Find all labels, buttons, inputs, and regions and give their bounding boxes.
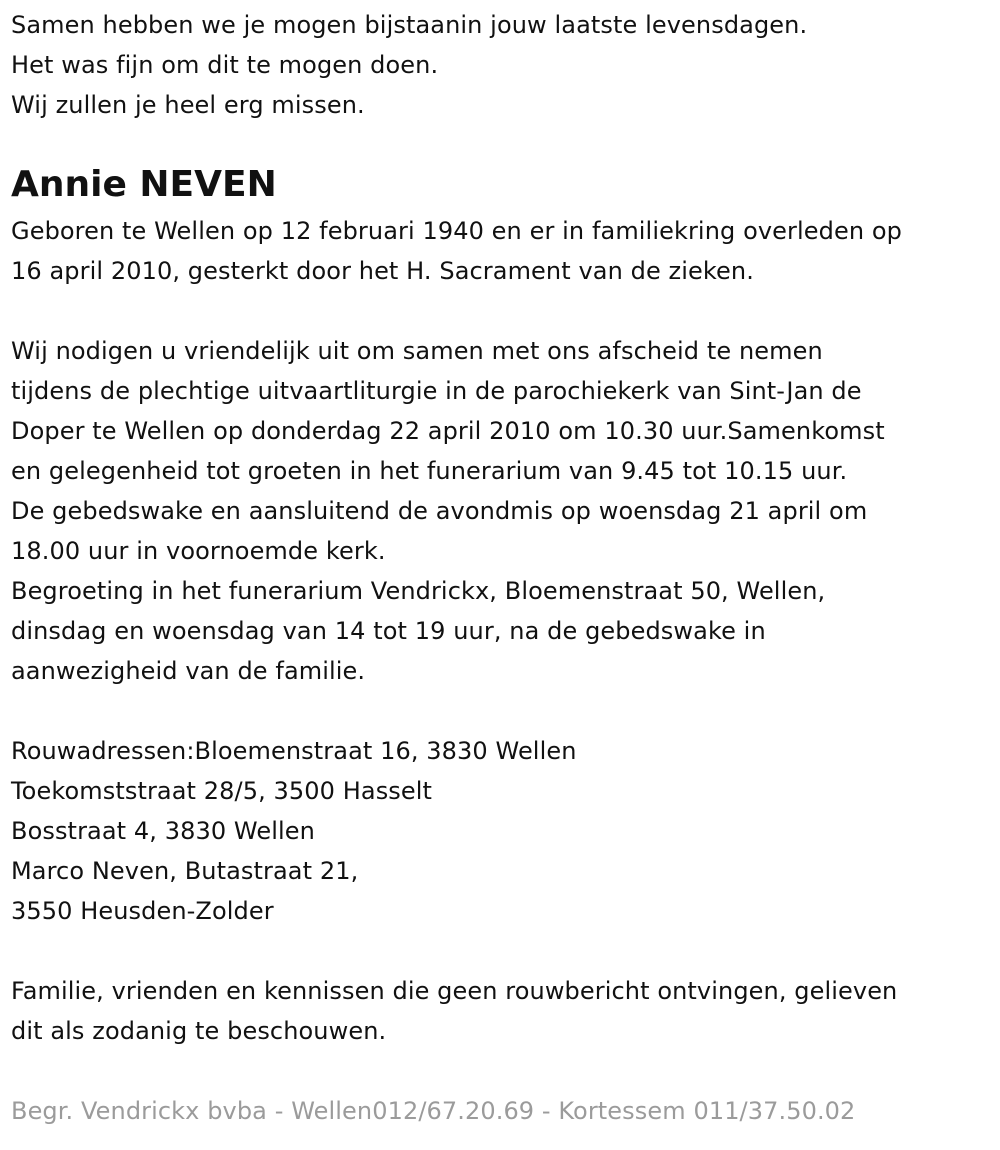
intro-paragraph [11, 5, 996, 125]
addresses-paragraph [11, 731, 996, 931]
ceremony-line: De gebedswake en aansluitend de avondmis op woensdag 21 april om [11, 497, 868, 525]
birth-line: 16 april 2010, gesterkt door het H. Sacrament van de zieken. [11, 257, 754, 285]
ceremony-line: tijdens de plechtige uitvaartliturgie in de parochiekerk van Sint-Jan de [11, 377, 862, 405]
address-line: Toekomststraat 28/5, 3500 Hasselt [11, 777, 433, 805]
ceremony-line: Doper te Wellen op donderdag 22 april 2010 om 10.30 uur.Samenkomst [11, 417, 885, 445]
ceremony-line: en gelegenheid tot groeten in het funerarium van 9.45 tot 10.15 uur. [11, 457, 848, 485]
ceremony-line: aanwezigheid van de familie. [11, 657, 366, 685]
obituary-notice [11, 5, 996, 1131]
closing-line: dit als zodanig te beschouwen. [11, 1017, 387, 1045]
birth-death-paragraph [11, 211, 996, 291]
ceremony-line: Wij nodigen u vriendelijk uit om samen met ons afscheid te nemen [11, 337, 823, 365]
closing-line: Familie, vrienden en kennissen die geen rouwbericht ontvingen, gelieven [11, 977, 898, 1005]
ceremony-paragraph [11, 331, 996, 691]
ceremony-line: 18.00 uur in voornoemde kerk. [11, 537, 386, 565]
intro-line: Wij zullen je heel erg missen. [11, 91, 365, 119]
address-line: 3550 Heusden-Zolder [11, 897, 274, 925]
footer-line: Begr. Vendrickx bvba - Wellen012/67.20.69 - Kortessem 011/37.50.02 [11, 1097, 856, 1125]
intro-line: Samen hebben we je mogen bijstaanin jouw laatste levensdagen. [11, 11, 808, 39]
address-line: Rouwadressen:Bloemenstraat 16, 3830 Wellen [11, 737, 577, 765]
ceremony-line: dinsdag en woensdag van 14 tot 19 uur, na de gebedswake in [11, 617, 766, 645]
funeral-home-footer [11, 1091, 996, 1131]
deceased-name: Annie NEVEN [11, 164, 277, 205]
address-line: Marco Neven, Butastraat 21, [11, 857, 359, 885]
birth-line: Geboren te Wellen op 12 februari 1940 en er in familiekring overleden op [11, 217, 902, 245]
ceremony-line: Begroeting in het funerarium Vendrickx, Bloemenstraat 50, Wellen, [11, 577, 826, 605]
address-line: Bosstraat 4, 3830 Wellen [11, 817, 315, 845]
closing-paragraph [11, 971, 996, 1051]
intro-line: Het was fijn om dit te mogen doen. [11, 51, 439, 79]
